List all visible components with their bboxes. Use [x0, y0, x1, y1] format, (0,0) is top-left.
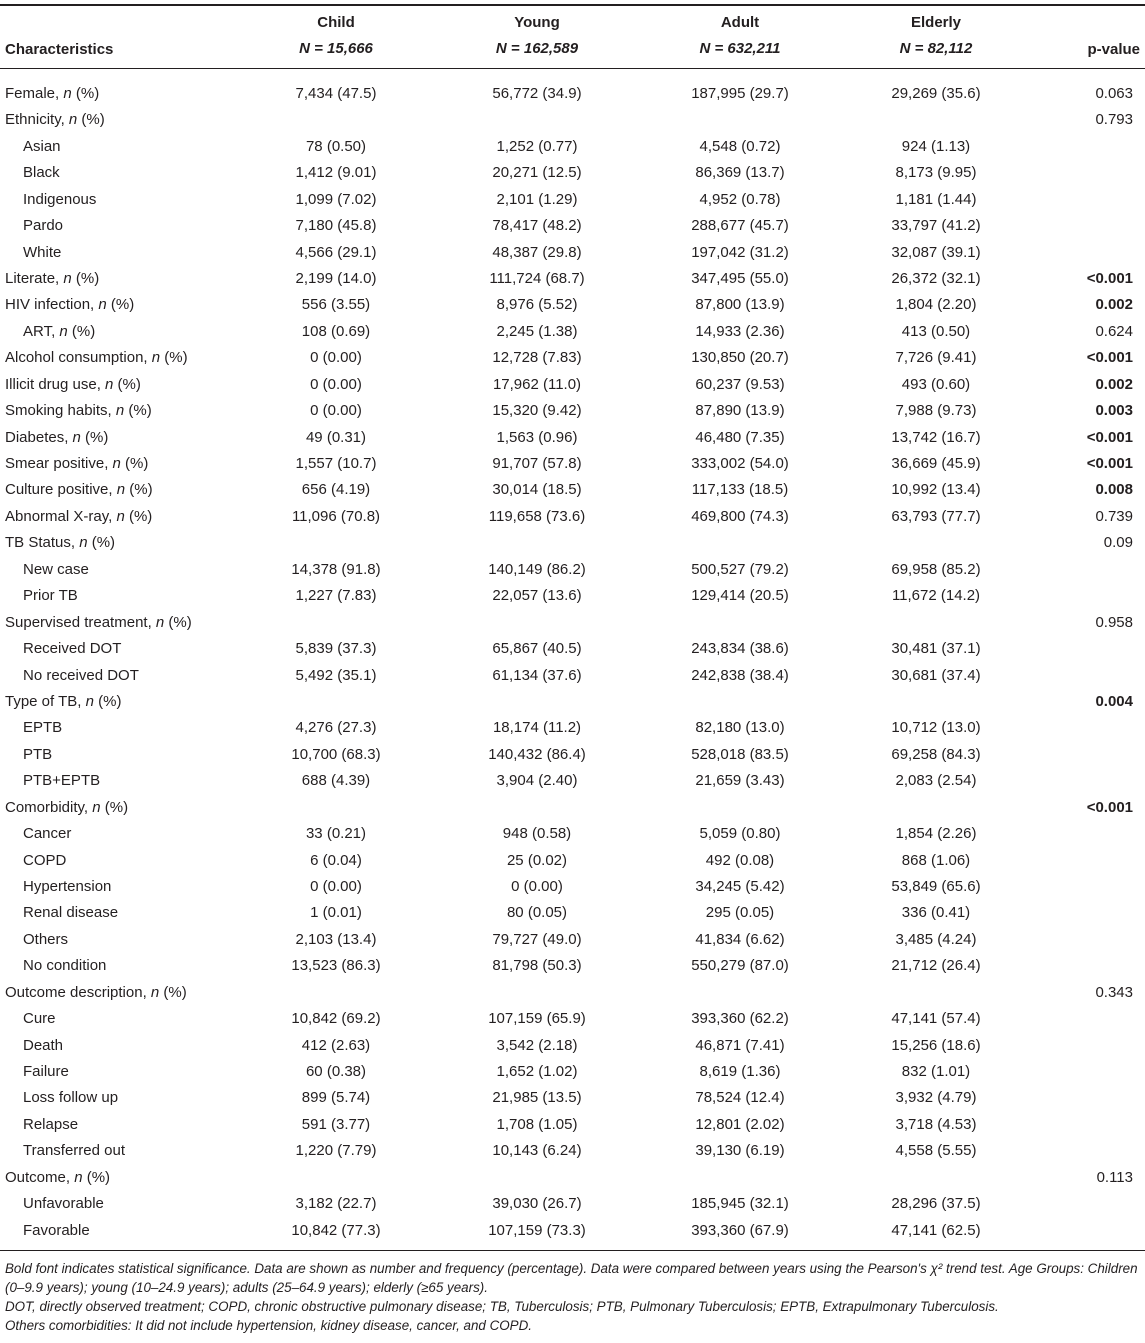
- table-row: [0, 319, 1145, 345]
- row-label: PTB+EPTB: [23, 772, 101, 790]
- cell-pvalue: 0.624: [1095, 322, 1133, 340]
- row-label: TB Status, n (%): [5, 534, 116, 552]
- row-label: Death: [23, 1036, 64, 1054]
- header-characteristics: Characteristics: [5, 41, 114, 58]
- cell-elderly: 47,141 (62.5): [891, 1221, 981, 1239]
- cell-adult: 78,524 (12.4): [695, 1089, 785, 1107]
- table-row: [0, 927, 1145, 953]
- cell-child: 60 (0.38): [305, 1062, 367, 1080]
- cell-elderly: 11,672 (14.2): [891, 587, 981, 605]
- cell-young: 61,134 (37.6): [492, 666, 582, 684]
- cell-elderly: 30,681 (37.4): [891, 666, 981, 684]
- row-label: EPTB: [23, 719, 63, 737]
- footnote-abbreviations: DOT, directly observed treatment; COPD, chronic obstructive pulmonary disease; TB, Tuberculosis; PTB, Pulmonary Tuberculosis; EPTB, Extrapulmonary Tuberculosis.: [5, 1299, 999, 1314]
- cell-elderly: 63,793 (77.7): [891, 507, 981, 525]
- cell-child: 5,492 (35.1): [295, 666, 377, 684]
- cell-elderly: 36,669 (45.9): [891, 455, 981, 472]
- cell-young: 1,708 (1.05): [496, 1115, 578, 1133]
- cell-child: 688 (4.39): [301, 772, 371, 790]
- table-row: [0, 900, 1145, 926]
- header-elderly-n: N = 82,112: [899, 40, 973, 57]
- cell-young: 3,542 (2.18): [496, 1036, 578, 1054]
- table-row: [0, 451, 1145, 477]
- cell-child: 899 (5.74): [301, 1089, 371, 1107]
- cell-elderly: 47,141 (57.4): [891, 1010, 981, 1027]
- table-row: [0, 1218, 1145, 1244]
- row-label: HIV infection, n (%): [5, 296, 135, 314]
- cell-young: 10,143 (6.24): [492, 1142, 582, 1160]
- table-row: [0, 504, 1145, 530]
- row-label: No condition: [23, 957, 107, 975]
- row-label: Culture positive, n (%): [5, 481, 153, 499]
- cell-adult: 492 (0.08): [705, 851, 775, 869]
- table-row: [0, 398, 1145, 424]
- cell-child: 10,842 (69.2): [291, 1010, 381, 1027]
- cell-pvalue: <0.001: [1086, 798, 1133, 816]
- cell-child: 591 (3.77): [301, 1115, 371, 1133]
- header-child-n: N = 15,666: [299, 40, 373, 57]
- cell-elderly: 3,718 (4.53): [895, 1115, 977, 1133]
- row-label: Alcohol consumption, n (%): [5, 349, 188, 367]
- cell-child: 0 (0.00): [310, 402, 362, 420]
- cell-child: 11,096 (70.8): [291, 507, 381, 525]
- table-row: [0, 689, 1145, 715]
- table-row: [0, 768, 1145, 794]
- cell-adult: 12,801 (2.02): [695, 1115, 785, 1133]
- cell-elderly: 30,481 (37.1): [891, 640, 981, 657]
- cell-child: 1,557 (10.7): [295, 455, 377, 472]
- table-row: [0, 81, 1145, 107]
- header-elderly-name: Elderly: [910, 14, 962, 31]
- cell-young: 15,320 (9.42): [492, 402, 582, 420]
- cell-child: 14,378 (91.8): [291, 560, 381, 578]
- cell-elderly: 10,992 (13.4): [891, 481, 981, 499]
- footnote-comorbidities: Others comorbidities: It did not include hypertension, kidney disease, cancer, and COPD.: [5, 1318, 532, 1333]
- table-row: [0, 848, 1145, 874]
- cell-adult: 243,834 (38.6): [691, 640, 789, 657]
- cell-elderly: 3,932 (4.79): [895, 1089, 977, 1107]
- table-row: [0, 557, 1145, 583]
- cell-elderly: 4,558 (5.55): [895, 1142, 977, 1160]
- row-label: Pardo: [23, 217, 64, 235]
- cell-pvalue: 0.793: [1095, 111, 1133, 129]
- table-row: [0, 107, 1145, 133]
- cell-child: 556 (3.55): [301, 296, 371, 314]
- cell-young: 22,057 (13.6): [492, 587, 582, 605]
- cell-young: 78,417 (48.2): [492, 217, 582, 235]
- cell-young: 111,724 (68.7): [489, 270, 585, 287]
- table-row: [0, 636, 1145, 662]
- table-row: [0, 1165, 1145, 1191]
- row-label: Others: [23, 930, 69, 948]
- footnote-significance: Bold font indicates statistical significance. Data are shown as number and frequency (percentage). Data were compared between years using the Pearson's χ² trend test. Age Groups: Children (0–9.9 years); young (10–24.9 years); adults (25–64.9 years); elderly (≥65 years).: [5, 1261, 1138, 1295]
- cell-elderly: 924 (1.13): [901, 137, 971, 155]
- cell-adult: 14,933 (2.36): [695, 322, 785, 340]
- row-label: Hypertension: [23, 877, 112, 895]
- cell-elderly: 15,256 (18.6): [891, 1036, 981, 1054]
- row-label: Outcome, n (%): [5, 1168, 111, 1186]
- row-label: Relapse: [23, 1115, 79, 1133]
- table-row: [0, 477, 1145, 503]
- cell-young: 12,728 (7.83): [492, 349, 582, 367]
- cell-young: 48,387 (29.8): [492, 243, 582, 261]
- row-label: Indigenous: [23, 190, 97, 208]
- cell-young: 18,174 (11.2): [492, 719, 582, 737]
- header-elderly: [821, 14, 1051, 58]
- cell-adult: 86,369 (13.7): [695, 164, 785, 182]
- row-label: No received DOT: [23, 666, 139, 684]
- row-label: Literate, n (%): [5, 270, 100, 287]
- cell-elderly: 69,958 (85.2): [891, 560, 981, 578]
- table-row: [0, 742, 1145, 768]
- cell-adult: 242,838 (38.4): [691, 666, 789, 684]
- cell-child: 7,434 (47.5): [295, 85, 377, 102]
- row-label: ART, n (%): [23, 322, 96, 340]
- cell-pvalue: <0.001: [1086, 349, 1133, 367]
- cell-child: 1 (0.01): [310, 904, 362, 922]
- row-label: PTB: [23, 745, 53, 763]
- cell-pvalue: 0.343: [1095, 983, 1133, 1001]
- cell-child: 0 (0.00): [310, 877, 362, 895]
- cell-elderly: 2,083 (2.54): [895, 772, 977, 790]
- cell-child: 1,412 (9.01): [295, 164, 377, 182]
- cell-child: 108 (0.69): [301, 322, 371, 340]
- cell-child: 1,220 (7.79): [295, 1142, 377, 1160]
- cell-child: 0 (0.00): [310, 349, 362, 367]
- cell-adult: 39,130 (6.19): [695, 1142, 785, 1160]
- cell-adult: 117,133 (18.5): [691, 481, 789, 499]
- cell-child: 1,099 (7.02): [295, 190, 377, 208]
- cell-elderly: 26,372 (32.1): [891, 270, 981, 287]
- cell-pvalue: 0.09: [1103, 534, 1133, 552]
- row-label: Prior TB: [23, 587, 78, 605]
- cell-adult: 46,871 (7.41): [695, 1036, 785, 1054]
- table-row: [0, 583, 1145, 609]
- cell-elderly: 1,181 (1.44): [895, 190, 977, 208]
- cell-adult: 288,677 (45.7): [691, 217, 789, 235]
- row-label: Smoking habits, n (%): [5, 402, 152, 420]
- cell-adult: 34,245 (5.42): [695, 877, 785, 895]
- top-rule: [0, 4, 1145, 6]
- cell-young: 30,014 (18.5): [492, 481, 582, 499]
- table-row: [0, 821, 1145, 847]
- cell-elderly: 3,485 (4.24): [895, 930, 977, 948]
- row-label: Cancer: [23, 825, 72, 842]
- cell-elderly: 13,742 (16.7): [891, 428, 981, 446]
- cell-young: 21,985 (13.5): [492, 1089, 582, 1107]
- table-row: [0, 1059, 1145, 1085]
- row-label: Smear positive, n (%): [5, 455, 149, 472]
- header-adult-n: N = 632,211: [699, 40, 781, 57]
- header-child: [221, 14, 451, 58]
- cell-child: 5,839 (37.3): [295, 640, 377, 657]
- cell-child: 4,566 (29.1): [295, 243, 377, 261]
- cell-young: 1,252 (0.77): [496, 137, 578, 155]
- table-row: [0, 610, 1145, 636]
- cell-elderly: 28,296 (37.5): [891, 1195, 981, 1213]
- cell-child: 1,227 (7.83): [295, 587, 377, 605]
- cell-adult: 197,042 (31.2): [691, 243, 789, 261]
- cell-child: 4,276 (27.3): [295, 719, 377, 737]
- cell-elderly: 1,854 (2.26): [895, 825, 977, 842]
- cell-child: 10,700 (68.3): [291, 745, 381, 763]
- cell-pvalue: <0.001: [1086, 455, 1133, 472]
- row-label: Ethnicity, n (%): [5, 111, 105, 129]
- cell-young: 8,976 (5.52): [496, 296, 578, 314]
- cell-pvalue: 0.739: [1095, 507, 1133, 525]
- cell-pvalue: 0.958: [1095, 613, 1133, 631]
- cell-pvalue: 0.002: [1095, 375, 1133, 393]
- cell-young: 3,904 (2.40): [496, 772, 578, 790]
- cell-young: 0 (0.00): [511, 877, 563, 895]
- cell-adult: 129,414 (20.5): [691, 587, 789, 605]
- cell-child: 2,103 (13.4): [295, 930, 377, 948]
- header-young-name: Young: [514, 14, 560, 31]
- row-label: Transferred out: [23, 1142, 125, 1160]
- cell-adult: 87,800 (13.9): [695, 296, 785, 314]
- cell-elderly: 53,849 (65.6): [891, 877, 981, 895]
- cell-young: 81,798 (50.3): [492, 957, 582, 975]
- cell-young: 119,658 (73.6): [488, 507, 586, 525]
- row-label: Type of TB, n (%): [5, 692, 122, 710]
- cell-elderly: 8,173 (9.95): [895, 164, 977, 182]
- table-row: [0, 1033, 1145, 1059]
- cell-adult: 393,360 (67.9): [691, 1221, 789, 1239]
- cell-adult: 130,850 (20.7): [691, 349, 789, 367]
- row-label: Diabetes, n (%): [5, 428, 109, 446]
- cell-adult: 87,890 (13.9): [695, 402, 785, 420]
- cell-young: 56,772 (34.9): [492, 85, 582, 102]
- cell-young: 20,271 (12.5): [492, 164, 582, 182]
- cell-young: 91,707 (57.8): [492, 455, 582, 472]
- cell-pvalue: 0.002: [1095, 296, 1133, 314]
- cell-pvalue: 0.004: [1095, 692, 1133, 710]
- table-footnotes: [5, 1259, 1140, 1335]
- cell-pvalue: 0.008: [1095, 481, 1133, 499]
- row-label: Loss follow up: [23, 1089, 119, 1107]
- row-label: Outcome description, n (%): [5, 983, 187, 1001]
- table-row: [0, 1138, 1145, 1164]
- table-row: [0, 953, 1145, 979]
- table-row: [0, 715, 1145, 741]
- bottom-rule: [0, 1250, 1145, 1251]
- cell-elderly: 33,797 (41.2): [891, 217, 981, 235]
- table-row: [0, 1191, 1145, 1217]
- table-row: [0, 187, 1145, 213]
- cell-adult: 393,360 (62.2): [691, 1010, 789, 1027]
- cell-adult: 46,480 (7.35): [695, 428, 785, 446]
- cell-young: 25 (0.02): [506, 851, 568, 869]
- cell-elderly: 29,269 (35.6): [891, 85, 981, 102]
- cell-adult: 5,059 (0.80): [699, 825, 781, 842]
- cell-adult: 185,945 (32.1): [691, 1195, 789, 1213]
- cell-child: 0 (0.00): [310, 375, 362, 393]
- cell-adult: 21,659 (3.43): [695, 772, 785, 790]
- row-label: Black: [23, 164, 60, 182]
- cell-young: 80 (0.05): [506, 904, 568, 922]
- cell-elderly: 32,087 (39.1): [891, 243, 981, 261]
- cell-young: 39,030 (26.7): [492, 1195, 582, 1213]
- row-label: Female, n (%): [5, 85, 100, 102]
- cell-elderly: 7,726 (9.41): [895, 349, 977, 367]
- row-label: Illicit drug use, n (%): [5, 375, 141, 393]
- header-young-n: N = 162,589: [495, 40, 579, 57]
- cell-child: 7,180 (45.8): [295, 217, 377, 235]
- cell-child: 6 (0.04): [310, 851, 362, 869]
- cell-elderly: 69,258 (84.3): [891, 745, 981, 763]
- table-row: [0, 134, 1145, 160]
- cell-pvalue: <0.001: [1086, 270, 1133, 287]
- cell-child: 10,842 (77.3): [291, 1221, 381, 1239]
- table-row: [0, 160, 1145, 186]
- cell-elderly: 413 (0.50): [901, 322, 971, 340]
- header-rule: [0, 68, 1145, 69]
- row-label: Asian: [23, 137, 61, 155]
- cell-young: 2,101 (1.29): [496, 190, 578, 208]
- table-row: [0, 795, 1145, 821]
- table-row: [0, 663, 1145, 689]
- cell-adult: 295 (0.05): [705, 904, 775, 922]
- cell-child: 656 (4.19): [301, 481, 371, 499]
- table-row: [0, 372, 1145, 398]
- table-row: [0, 213, 1145, 239]
- cell-adult: 41,834 (6.62): [695, 930, 785, 948]
- cell-adult: 82,180 (13.0): [695, 719, 785, 737]
- row-label: COPD: [23, 851, 67, 869]
- table-row: [0, 266, 1145, 292]
- cell-young: 2,245 (1.38): [496, 322, 578, 340]
- cell-adult: 500,527 (79.2): [691, 560, 789, 578]
- row-label: Cure: [23, 1010, 56, 1027]
- cell-pvalue: 0.003: [1095, 402, 1133, 420]
- row-label: Received DOT: [23, 640, 122, 657]
- header-adult-name: Adult: [720, 14, 760, 31]
- table-row: [0, 292, 1145, 318]
- row-label: New case: [23, 560, 89, 578]
- row-label: Renal disease: [23, 904, 119, 922]
- cell-elderly: 868 (1.06): [901, 851, 971, 869]
- header-pvalue: p-value: [1087, 41, 1140, 58]
- row-label: Failure: [23, 1062, 69, 1080]
- header-young: [422, 14, 652, 58]
- cell-young: 140,432 (86.4): [488, 745, 586, 763]
- table-row: [0, 425, 1145, 451]
- row-label: Abnormal X-ray, n (%): [5, 507, 153, 525]
- cell-young: 17,962 (11.0): [492, 375, 582, 393]
- cell-adult: 528,018 (83.5): [691, 745, 789, 763]
- header-child-name: Child: [317, 14, 355, 31]
- cell-young: 140,149 (86.2): [488, 560, 586, 578]
- table-row: [0, 1112, 1145, 1138]
- row-label: Supervised treatment, n (%): [5, 613, 192, 631]
- cell-child: 78 (0.50): [305, 137, 367, 155]
- cell-young: 107,159 (65.9): [488, 1010, 586, 1027]
- cell-elderly: 10,712 (13.0): [891, 719, 981, 737]
- cell-pvalue: 0.113: [1096, 1168, 1133, 1186]
- row-label: White: [23, 243, 62, 261]
- cell-young: 948 (0.58): [502, 825, 572, 842]
- table-row: [0, 1006, 1145, 1032]
- cell-adult: 469,800 (74.3): [691, 507, 789, 525]
- cell-child: 49 (0.31): [305, 428, 367, 446]
- cell-adult: 333,002 (54.0): [691, 455, 789, 472]
- cell-elderly: 336 (0.41): [901, 904, 971, 922]
- cell-elderly: 493 (0.60): [901, 375, 971, 393]
- cell-child: 2,199 (14.0): [295, 270, 377, 287]
- cell-young: 1,652 (1.02): [496, 1062, 578, 1080]
- cell-adult: 347,495 (55.0): [691, 270, 789, 287]
- table-row: [0, 240, 1145, 266]
- table-row: [0, 874, 1145, 900]
- cell-elderly: 832 (1.01): [901, 1062, 971, 1080]
- row-label: Unfavorable: [23, 1195, 104, 1213]
- cell-elderly: 7,988 (9.73): [895, 402, 977, 420]
- cell-pvalue: <0.001: [1086, 428, 1133, 446]
- cell-elderly: 1,804 (2.20): [895, 296, 977, 314]
- cell-adult: 4,952 (0.78): [699, 190, 781, 208]
- cell-adult: 8,619 (1.36): [699, 1062, 781, 1080]
- cell-young: 65,867 (40.5): [492, 640, 582, 657]
- cell-adult: 187,995 (29.7): [691, 85, 789, 102]
- cell-young: 1,563 (0.96): [496, 428, 578, 446]
- cell-pvalue: 0.063: [1095, 85, 1133, 102]
- table-row: [0, 1085, 1145, 1111]
- cell-adult: 550,279 (87.0): [691, 957, 789, 975]
- cell-adult: 4,548 (0.72): [699, 137, 781, 155]
- row-label: Favorable: [23, 1221, 90, 1239]
- cell-adult: 60,237 (9.53): [695, 375, 785, 393]
- cell-young: 107,159 (73.3): [488, 1221, 586, 1239]
- cell-child: 3,182 (22.7): [295, 1195, 377, 1213]
- cell-child: 13,523 (86.3): [291, 957, 381, 975]
- cell-elderly: 21,712 (26.4): [891, 957, 981, 975]
- row-label: Comorbidity, n (%): [5, 798, 129, 816]
- cell-child: 412 (2.63): [301, 1036, 371, 1054]
- table-row: [0, 530, 1145, 556]
- table-row: [0, 345, 1145, 371]
- table-row: [0, 980, 1145, 1006]
- cell-young: 79,727 (49.0): [492, 930, 582, 948]
- cell-child: 33 (0.21): [305, 825, 367, 842]
